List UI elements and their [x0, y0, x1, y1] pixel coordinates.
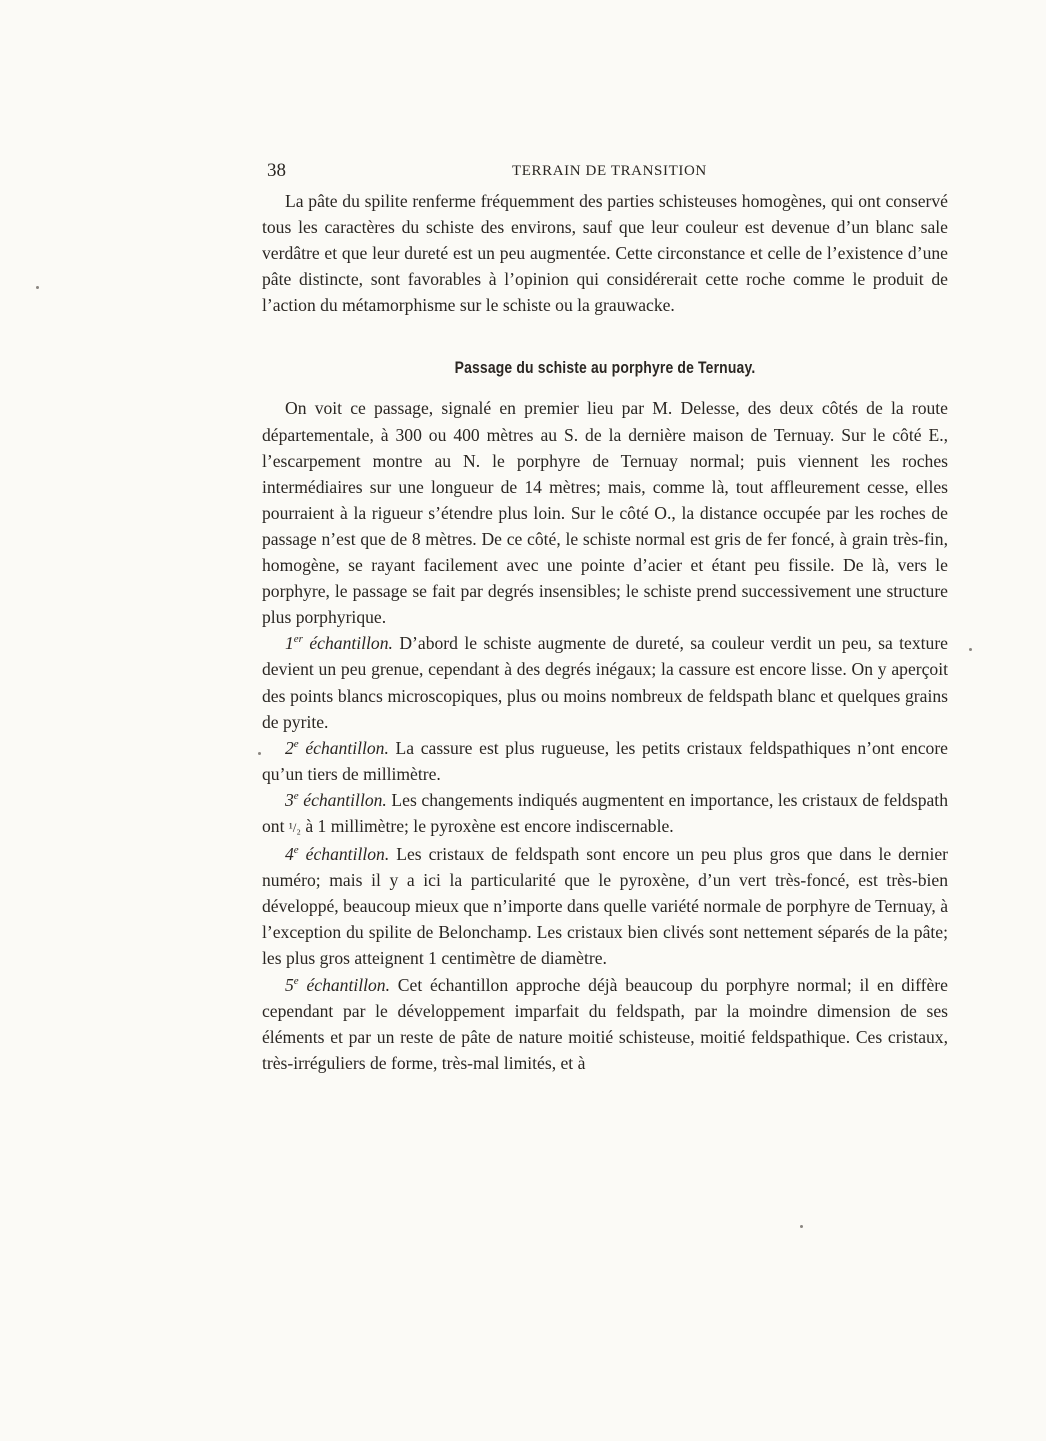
section-title: Passage du schiste au porphyre de Ternuay.	[454, 358, 756, 378]
paper-speck	[36, 286, 39, 289]
sample-lead: 1er échantillon.	[285, 633, 393, 654]
sample-text-continued: à 1 millimètre; le pyroxène est encore indiscernable.	[300, 815, 674, 836]
sample-lead: 3e échantillon.	[285, 789, 387, 810]
sample-lead: 2e échantillon.	[285, 737, 389, 758]
fraction: ¹/₂	[288, 819, 301, 835]
intro-paragraph: La pâte du spilite renferme fréquemment des parties schisteuses homogènes, qui ont conservé tous les caractères du schiste des environs, sauf que leur couleur est devenue d’un blanc sale verdâtre et que leur dureté est un peu augmentée. Cette circonstance et celle de l’existence d’une pâte distincte, sont favorables à l’opinion qui considérerait cette roche comme le produit de l’action du métamorphisme sur le schiste ou la grauwacke.	[262, 191, 948, 316]
sample-lead: 4e échantillon.	[285, 844, 390, 865]
paper-speck	[800, 1225, 803, 1228]
sample-paragraph-5	[262, 972, 948, 1076]
sample-text: Cet échantillon approche déjà beaucoup du porphyre normal; il en diffère cependant par le développement imparfait du feldspath, par la moindre dimension de ses éléments et par un reste de pâte de nature moitié schisteuse, moitié feldspathique. Ces cristaux, très-irréguliers de forme, très-mal limités, et à	[262, 974, 948, 1073]
sample-text: Les changements indiqués augmentent en importance, les cristaux de feldspath ont	[262, 789, 948, 836]
sample-paragraph-4	[262, 841, 948, 971]
page-number: 38	[267, 160, 286, 181]
section-paragraph: On voit ce passage, signalé en premier lieu par M. Delesse, des deux côtés de la route départementale, à 300 ou 400 mètres au S. de la dernière maison de Ternuay. Sur le côté E., l’escarpement montre au N. le porphyre de Ternuay normal; puis viennent les roches intermédiaires sur une longueur de 14 mètres; mais, comme là, tout affleurement cesse, elles pourraient à la rigueur s’étendre plus loin. Sur le côté O., la distance occupée par les roches de passage n’est que de 8 mètres. De ce côté, le schiste normal est gris de fer foncé, à grain très-fin, homogène, se rayant facilement avec une pointe d’acier et étant peu fissile. De là, vers le porphyre, le passage se fait par degrés insensibles; le schiste prend successivement une structure plus porphyrique.	[262, 398, 948, 628]
sample-text: D’abord le schiste augmente de dureté, sa couleur verdit un peu, sa texture devient un peu grenue, cependant à des degrés inégaux; la cassure est encore lisse. On y aperçoit des points blancs microscopiques, plus ou moins nombreux de feldspath blanc et quelques grains de pyrite.	[262, 633, 948, 732]
paper-speck	[258, 752, 261, 755]
book-page	[262, 158, 948, 1076]
sample-paragraph-3	[262, 787, 948, 841]
paper-speck	[969, 648, 972, 651]
sample-text: La cassure est plus rugueuse, les petits cristaux feldspathiques n’ont encore qu’un tiers de millimètre.	[262, 737, 948, 784]
sample-paragraph-1	[262, 630, 948, 734]
sample-text: Les cristaux de feldspath sont encore un peu plus gros que dans le dernier numéro; mais il y a ici la particularité que le pyroxène, d’un vert très-foncé, est très-bien développé, beaucoup mieux que n’importe dans quelle variété normale de porphyre de Ternuay, à l’exception du spilite de Belonchamp. Les cristaux bien clivés sont nettement séparés de la pâte; les plus gros atteignent 1 centimètre de diamètre.	[262, 844, 948, 969]
running-title: TERRAIN DE TRANSITION	[512, 163, 707, 179]
running-head	[262, 158, 948, 188]
sample-lead: 5e échantillon.	[285, 974, 391, 995]
sample-paragraph-2	[262, 735, 948, 787]
